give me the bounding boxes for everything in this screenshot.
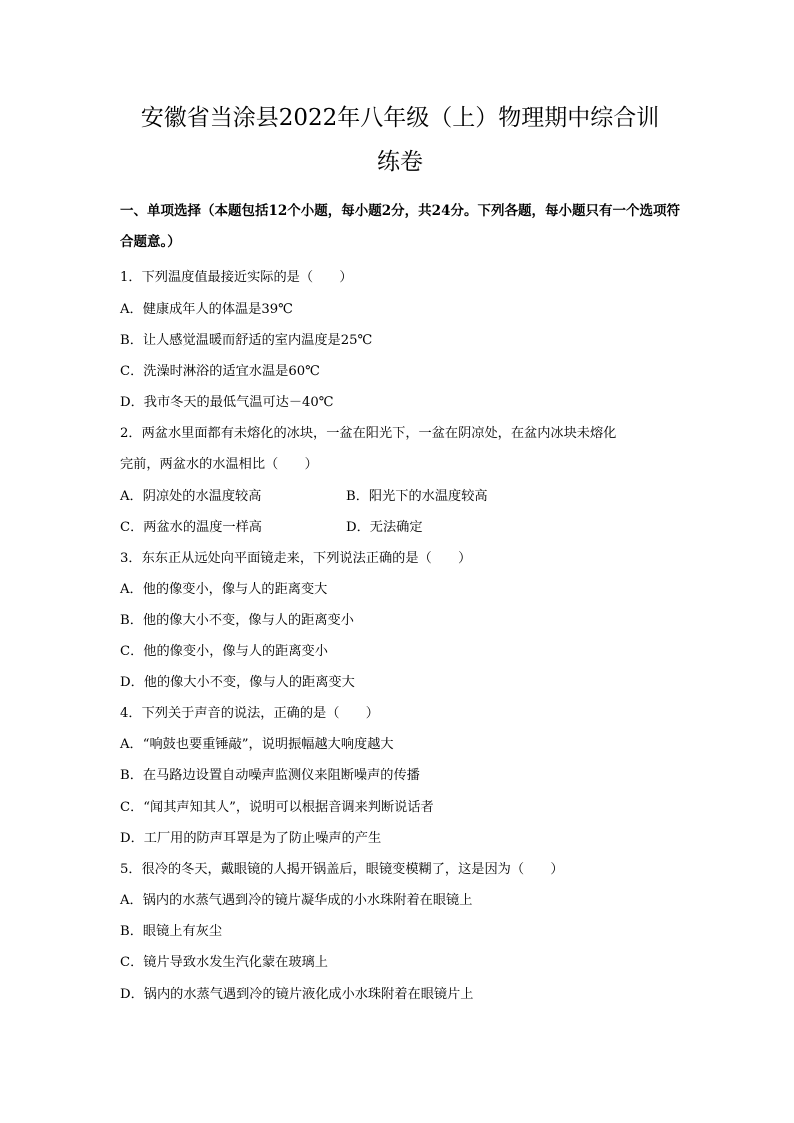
q1-option-d: D．我市冬天的最低气温可达－40℃ (120, 395, 334, 410)
q5-option-d: D．锅内的水蒸气遇到冷的镜片液化成小水珠附着在眼镜片上 (120, 987, 474, 1002)
q2-option-d: D．无法确定 (346, 520, 423, 535)
q1-stem: 1．下列温度值最接近实际的是（ ） (120, 270, 353, 285)
q3-stem: 3．东东正从远处向平面镜走来，下列说法正确的是（ ） (120, 551, 472, 566)
q4-option-b: B．在马路边设置自动噪声监测仪来阻断噪声的传播 (120, 768, 420, 783)
q2-option-a: A．阴凉处的水温度较高 (120, 489, 262, 504)
q2-option-b: B．阳光下的水温度较高 (346, 489, 488, 504)
q3-option-d: D．他的像大小不变，像与人的距离变大 (120, 675, 355, 690)
title-line-1: 安徽省当涂县2022年八年级（上）物理期中综合训 (140, 105, 660, 131)
q1-option-a: A．健康成年人的体温是39℃ (120, 302, 293, 317)
q4-option-d: D．工厂用的防声耳罩是为了防止噪声的产生 (120, 831, 382, 846)
q3-option-a: A．他的像变小，像与人的距离变大 (120, 582, 328, 597)
q3-option-c: C．他的像变小，像与人的距离变小 (120, 644, 328, 659)
q2-stem-line-2: 完前，两盆水的水温相比（ ） (120, 457, 318, 472)
q2-stem-line-1: 2．两盆水里面都有未熔化的冰块，一盆在阳光下，一盆在阴凉处，在盆内冰块未熔化 (120, 426, 617, 441)
section-heading: 一、单项选择（本题包括12个小题，每小题2分，共24分。下列各题，每小题只有一个选项符合题意。） (120, 203, 680, 250)
q5-stem: 5．很冷的冬天，戴眼镜的人揭开锅盖后，眼镜变模糊了，这是因为（ ） (120, 862, 564, 877)
exam-title (120, 96, 680, 184)
q4-option-a: A．“响鼓也要重锤敲”，说明振幅越大响度越大 (120, 737, 394, 752)
q1-option-b: B．让人感觉温暖而舒适的室内温度是25℃ (120, 333, 373, 348)
q5-option-a: A．锅内的水蒸气遇到冷的镜片凝华成的小水珠附着在眼镜上 (120, 893, 473, 908)
q2-option-c: C．两盆水的温度一样高 (120, 520, 262, 535)
q4-option-c: C．“闻其声知其人”，说明可以根据音调来判断说话者 (120, 800, 434, 815)
q4-stem: 4．下列关于声音的说法，正确的是（ ） (120, 706, 379, 721)
q5-option-c: C．镜片导致水发生汽化蒙在玻璃上 (120, 955, 328, 970)
title-line-2: 练卷 (377, 149, 423, 175)
q1-option-c: C．洗澡时淋浴的适宜水温是60℃ (120, 364, 320, 379)
q5-option-b: B．眼镜上有灰尘 (120, 924, 223, 939)
q3-option-b: B．他的像大小不变，像与人的距离变小 (120, 613, 354, 628)
